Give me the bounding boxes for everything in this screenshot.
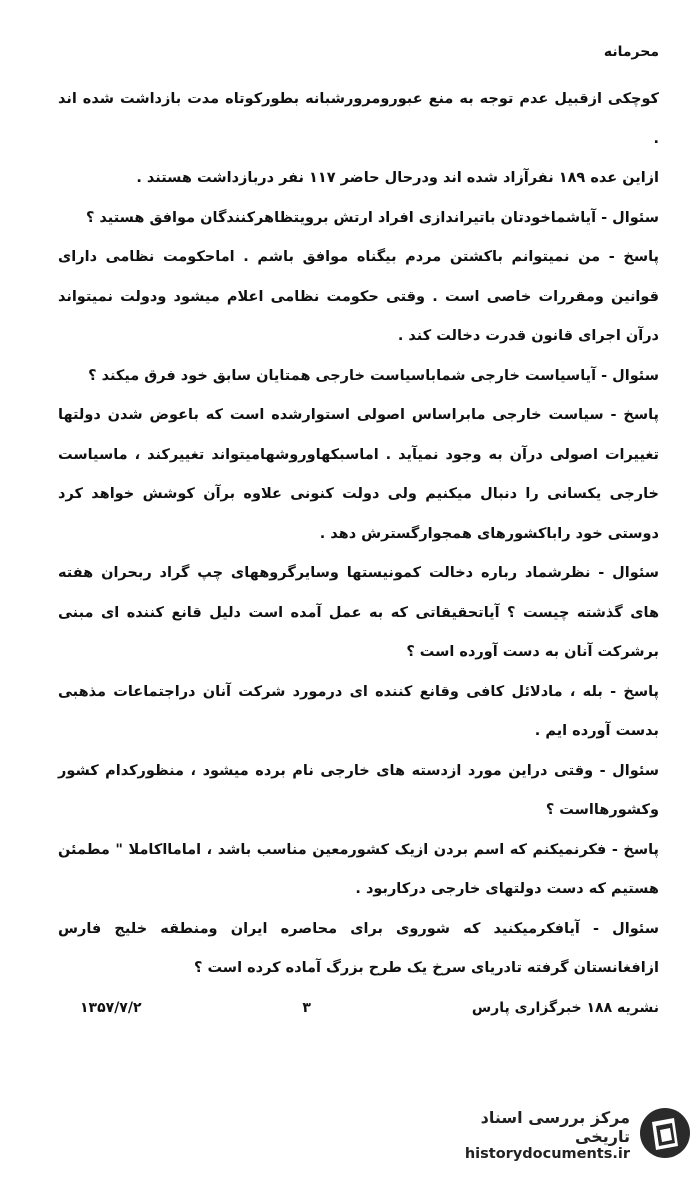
answer-paragraph: پاسخ - فکرنمیکنم که اسم بردن ازیک کشورمعین مناسب باشد ، امامااکاملا " مطمئن هستیم که دست دولتهای خارجی درکاربود . xyxy=(58,841,659,897)
page-number: ۳ xyxy=(302,1000,311,1016)
answer-paragraph: پاسخ - من نمیتوانم باکشتن مردم بیگناه موافق باشم . اماحکومت نظامی دارای قوانین ومقررات خاصی است . وقتی حکومت نظامی اعلام میشود ودولت نمیتواند درآن اجرای قانون قدرت دخالت کند . xyxy=(58,249,659,344)
watermark-name: مرکز بررسی اسناد تاریخی xyxy=(480,1108,630,1146)
paragraph: کوچکی ازقبیل عدم توجه به منع عبورومرورشبانه بطورکوتاه مدت بازداشت شده اند . xyxy=(58,91,659,147)
bulletin-label: نشریه ۱۸۸ خبرگزاری پارس xyxy=(471,1000,659,1016)
question-paragraph: سئوال - آیاشماخودتان باتیراندازی افراد ارتش برویتظاهرکنندگان موافق هستید ؟ xyxy=(85,209,659,226)
document-date: ۱۳۵۷/۷/۲ xyxy=(80,1000,142,1016)
document-body xyxy=(58,80,659,989)
classification-label: محرمانه xyxy=(603,44,659,60)
question-paragraph: سئوال - وقتی دراین مورد ازدسته های خارجی نام برده میشود ، منظورکدام کشور وکشورهااست ؟ xyxy=(58,762,659,818)
question-paragraph: سئوال - آیافکرمیکنید که شوروی برای محاصره ایران ومنطقه خلیج فارس ازافغانستان گرفته تادریای سرخ یک طرح بزرگ آماده کرده است ؟ xyxy=(58,920,659,976)
answer-paragraph: پاسخ - سیاست خارجی مابراساس اصولی استوارشده است که باعوض شدن دولتها تغییرات اصولی درآن به وجود نمیآید . اماسبکهاوروشهامیتواند تغییرکند ، ماسیاست خارجی یکسانی را دنبال میکنیم ولی دولت کنونی علاوه برآن کوشش خواهد کرد دوستی خود راباکشورهای همجوارگسترش دهد . xyxy=(58,407,659,542)
watermark-url: historydocuments.ir xyxy=(464,1146,630,1162)
answer-paragraph: پاسخ - بله ، مادلائل کافی وقانع کننده ای درمورد شرکت آنان دراجتماعات مذهبی بدست آورده ایم . xyxy=(58,683,659,739)
question-paragraph: سئوال - نظرشماد رباره دخالت کمونیستها وسایرگروههای چپ گراد ربحران هفته های گذشته چیست ؟ آیاتحقیقاتی که به عمل آمده است دلیل قانع کننده ای مبنی برشرکت آنان به دست آورده است ؟ xyxy=(58,565,659,660)
question-paragraph: سئوال - آیاسیاست خارجی شماباسیاست خارجی همتایان سابق خود فرق میکند ؟ xyxy=(88,367,659,384)
document-archive-logo-icon xyxy=(638,1106,692,1164)
watermark-logo xyxy=(428,1105,692,1165)
page-footer xyxy=(80,1000,659,1016)
paragraph: ازاین عده ۱۸۹ نفرآزاد شده اند ودرحال حاضر ۱۱۷ نفر دربازداشت هستند . xyxy=(136,170,659,186)
